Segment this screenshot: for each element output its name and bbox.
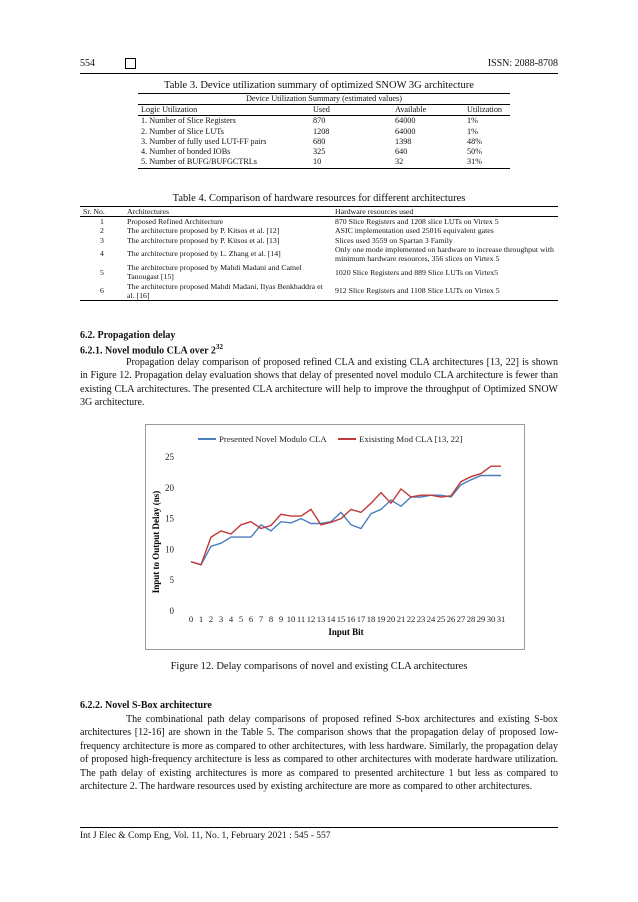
cell-available: 64000 bbox=[395, 116, 416, 126]
series-line-1 bbox=[191, 476, 501, 565]
cell-res: 912 Slice Registers and 1108 Slice LUTs on Virtex 5 bbox=[335, 286, 500, 296]
cell-no: 6 bbox=[100, 286, 104, 296]
table-row bbox=[80, 245, 558, 263]
table3-subtitle: Device Utilization Summary (estimated values) bbox=[138, 93, 510, 104]
x-tick-label: 11 bbox=[296, 614, 306, 624]
cell-used: 10 bbox=[313, 157, 322, 167]
table4 bbox=[80, 206, 558, 301]
table4-col-arch: Architectures bbox=[127, 207, 169, 216]
table-row bbox=[80, 236, 558, 245]
cell-used: 680 bbox=[313, 136, 326, 146]
x-tick-label: 19 bbox=[376, 614, 386, 624]
cell-label: 4. Number of bonded IOBs bbox=[141, 147, 231, 157]
x-tick-label: 14 bbox=[326, 614, 336, 624]
paragraph-text: The combinational path delay comparisons of proposed refined S-box architectures and existing S-box architectures [12-16] are shown in the Table 5. The comparison shows that the propagation delay of proposed low-frequency architecture is more as compared to other architectures, with less hardware. Similarly, the propagation delay of proposed high-frequency architecture is less as compared to other architectures with moderate hardware utilization. The path delay of existing architectures is more as compared to presented architecture 1 but less as compared to architecture 2. The hardware resources used by existing architecture are more as compared to other architectures. bbox=[80, 714, 558, 793]
cell-arch: The architecture proposed by P. Kitsos et al. [12] bbox=[127, 226, 280, 236]
table-row bbox=[138, 116, 510, 127]
x-tick-label: 18 bbox=[366, 614, 376, 624]
header-rule bbox=[80, 73, 558, 74]
table-row bbox=[138, 147, 510, 157]
cell-no: 5 bbox=[100, 267, 104, 277]
table3-col-logic: Logic Utilization bbox=[141, 105, 198, 114]
x-axis-label: Input Bit bbox=[328, 627, 364, 637]
cell-res: Slices used 3559 on Spartan 3 Family bbox=[335, 235, 453, 245]
footer-rule bbox=[80, 827, 558, 828]
y-tick-label: 25 bbox=[165, 452, 174, 462]
table3-col-used: Used bbox=[313, 105, 330, 114]
cell-no: 1 bbox=[100, 217, 104, 227]
table3-col-available: Available bbox=[395, 105, 427, 114]
x-tick-label: 16 bbox=[346, 614, 356, 624]
x-tick-label: 9 bbox=[278, 614, 284, 624]
cell-res: ASIC implementation used 25016 equivalent gates bbox=[335, 226, 494, 236]
cell-res: 1020 Slice Registers and 889 Slice LUTs on Virtex5 bbox=[335, 267, 498, 277]
x-tick-label: 10 bbox=[286, 614, 296, 624]
x-tick-label: 31 bbox=[496, 614, 506, 624]
x-tick-label: 22 bbox=[406, 614, 416, 624]
figure12-caption: Figure 12. Delay comparisons of novel and existing CLA architectures bbox=[170, 661, 468, 672]
cell-arch: The architecture proposed by Mahdi Madani and Camel Tanougast [15] bbox=[127, 263, 302, 282]
table-row bbox=[80, 263, 558, 281]
series-line-2 bbox=[191, 466, 501, 565]
cell-available: 1398 bbox=[395, 136, 412, 146]
cell-available: 32 bbox=[395, 157, 404, 167]
cell-no: 4 bbox=[100, 249, 104, 259]
legend-label: Presented Novel Modulo CLA bbox=[219, 434, 327, 444]
table4-header-row bbox=[80, 207, 558, 217]
y-tick-label: 5 bbox=[169, 575, 174, 586]
cell-arch: The architecture proposed by L. Zhang et al. [14] bbox=[127, 249, 281, 259]
page-number: 554 bbox=[80, 58, 95, 69]
paragraph-6-2-1 bbox=[80, 356, 558, 410]
figure12-chart bbox=[145, 424, 525, 650]
square-icon bbox=[125, 58, 136, 69]
cell-used: 1208 bbox=[313, 126, 330, 136]
table3-header-row bbox=[138, 105, 510, 116]
paragraph-6-2-2 bbox=[80, 713, 558, 793]
section-heading-6-2: 6.2. Propagation delay bbox=[80, 330, 176, 341]
x-tick-label: 26 bbox=[446, 614, 456, 624]
legend-label: Exisisting Mod CLA [13, 22] bbox=[359, 434, 463, 444]
x-tick-label: 21 bbox=[396, 614, 406, 624]
table4-col-srno: Sr. No. bbox=[83, 207, 105, 216]
cell-available: 640 bbox=[395, 147, 408, 157]
table3-caption: Table 3. Device utilization summary of optimized SNOW 3G architecture bbox=[164, 80, 474, 91]
cell-util: 1% bbox=[467, 116, 478, 126]
cell-no: 3 bbox=[100, 235, 104, 245]
superscript: 32 bbox=[215, 343, 223, 351]
paragraph-text: Propagation delay comparison of proposed refined CLA and existing CLA architectures [13, 22] is shown in Figure 12. Propagation delay evaluation shows that delay of presented novel modulo CLA architecture is fewer than existing CLA architectures. The presented CLA architecture will help to improve the throughput of Optimized SNOW 3G architecture. bbox=[80, 357, 558, 409]
cell-util: 1% bbox=[467, 126, 478, 136]
y-axis-label: Input to Output Delay (ns) bbox=[151, 490, 161, 594]
cell-label: 5. Number of BUFG/BUFGCTRLs bbox=[141, 157, 257, 167]
x-tick-label: 1 bbox=[198, 614, 204, 624]
subsection-heading-6-2-2: 6.2.2. Novel S-Box architecture bbox=[80, 700, 212, 711]
x-tick-label: 4 bbox=[228, 614, 234, 624]
x-tick-label: 13 bbox=[316, 614, 326, 624]
table-row bbox=[138, 127, 510, 137]
table3 bbox=[138, 93, 510, 169]
y-tick-label: 20 bbox=[165, 482, 174, 493]
x-tick-label: 2 bbox=[208, 614, 214, 624]
cell-used: 870 bbox=[313, 116, 326, 126]
x-tick-label: 23 bbox=[416, 614, 426, 624]
table3-col-utilization: Utilization bbox=[467, 105, 503, 114]
cell-no: 2 bbox=[100, 226, 104, 236]
cell-res: 870 Slice Registers and 1208 slice LUTs on Virtex 5 bbox=[335, 217, 499, 227]
subsection-heading-6-2-1 bbox=[80, 343, 223, 356]
x-tick-label: 25 bbox=[436, 614, 446, 624]
issn: ISSN: 2088-8708 bbox=[487, 58, 558, 69]
x-tick-label: 29 bbox=[476, 614, 486, 624]
y-tick-label: 15 bbox=[165, 513, 174, 524]
table-row bbox=[80, 226, 558, 235]
cell-arch: The architecture proposed Mahdi Madani, Ilyas Benkhaddra et al. [16] bbox=[127, 281, 323, 300]
cell-util: 50% bbox=[467, 147, 483, 157]
x-tick-label: 28 bbox=[466, 614, 476, 624]
cell-arch: The architecture proposed by P. Kitsos et al. [13] bbox=[127, 235, 280, 245]
x-tick-label: 3 bbox=[218, 614, 224, 624]
cell-util: 48% bbox=[467, 136, 483, 146]
table4-col-res: Hardware resources used bbox=[335, 207, 414, 216]
cell-res: Only one mode implemented on hardware to increase throughput with minimum hardware resources, 356 slices on Virtex 5 bbox=[335, 244, 554, 264]
table-row bbox=[138, 157, 510, 168]
x-tick-label: 0 bbox=[188, 614, 194, 624]
x-tick-label: 6 bbox=[248, 614, 254, 624]
x-tick-label: 8 bbox=[268, 614, 274, 624]
cell-label: 2. Number of Slice LUTs bbox=[141, 126, 224, 136]
y-tick-label: 10 bbox=[165, 544, 174, 555]
table4-caption: Table 4. Comparison of hardware resources for different architectures bbox=[172, 193, 466, 204]
line-chart bbox=[146, 425, 524, 649]
cell-used: 325 bbox=[313, 147, 326, 157]
cell-arch: Proposed Refined Architecture bbox=[127, 217, 224, 227]
table-row bbox=[80, 217, 558, 227]
table-row bbox=[138, 137, 510, 147]
x-tick-label: 7 bbox=[258, 614, 264, 624]
subsection-title: 6.2.1. Novel modulo CLA over 2 bbox=[80, 345, 216, 357]
x-tick-label: 12 bbox=[306, 614, 316, 624]
cell-util: 31% bbox=[467, 157, 483, 167]
x-tick-label: 15 bbox=[336, 614, 346, 624]
x-tick-label: 30 bbox=[486, 614, 496, 624]
cell-label: 1. Number of Slice Registers bbox=[141, 116, 236, 126]
y-tick-label: 0 bbox=[169, 606, 174, 616]
x-tick-label: 20 bbox=[386, 614, 396, 624]
cell-available: 64000 bbox=[395, 126, 416, 136]
x-tick-label: 27 bbox=[456, 614, 466, 624]
x-tick-label: 17 bbox=[356, 614, 366, 624]
x-tick-label: 24 bbox=[426, 614, 436, 624]
x-tick-label: 5 bbox=[238, 614, 244, 624]
cell-label: 3. Number of fully used LUT-FF pairs bbox=[141, 136, 267, 146]
table-row bbox=[80, 282, 558, 301]
footer-citation: Int J Elec & Comp Eng, Vol. 11, No. 1, February 2021 : 545 - 557 bbox=[80, 831, 331, 841]
